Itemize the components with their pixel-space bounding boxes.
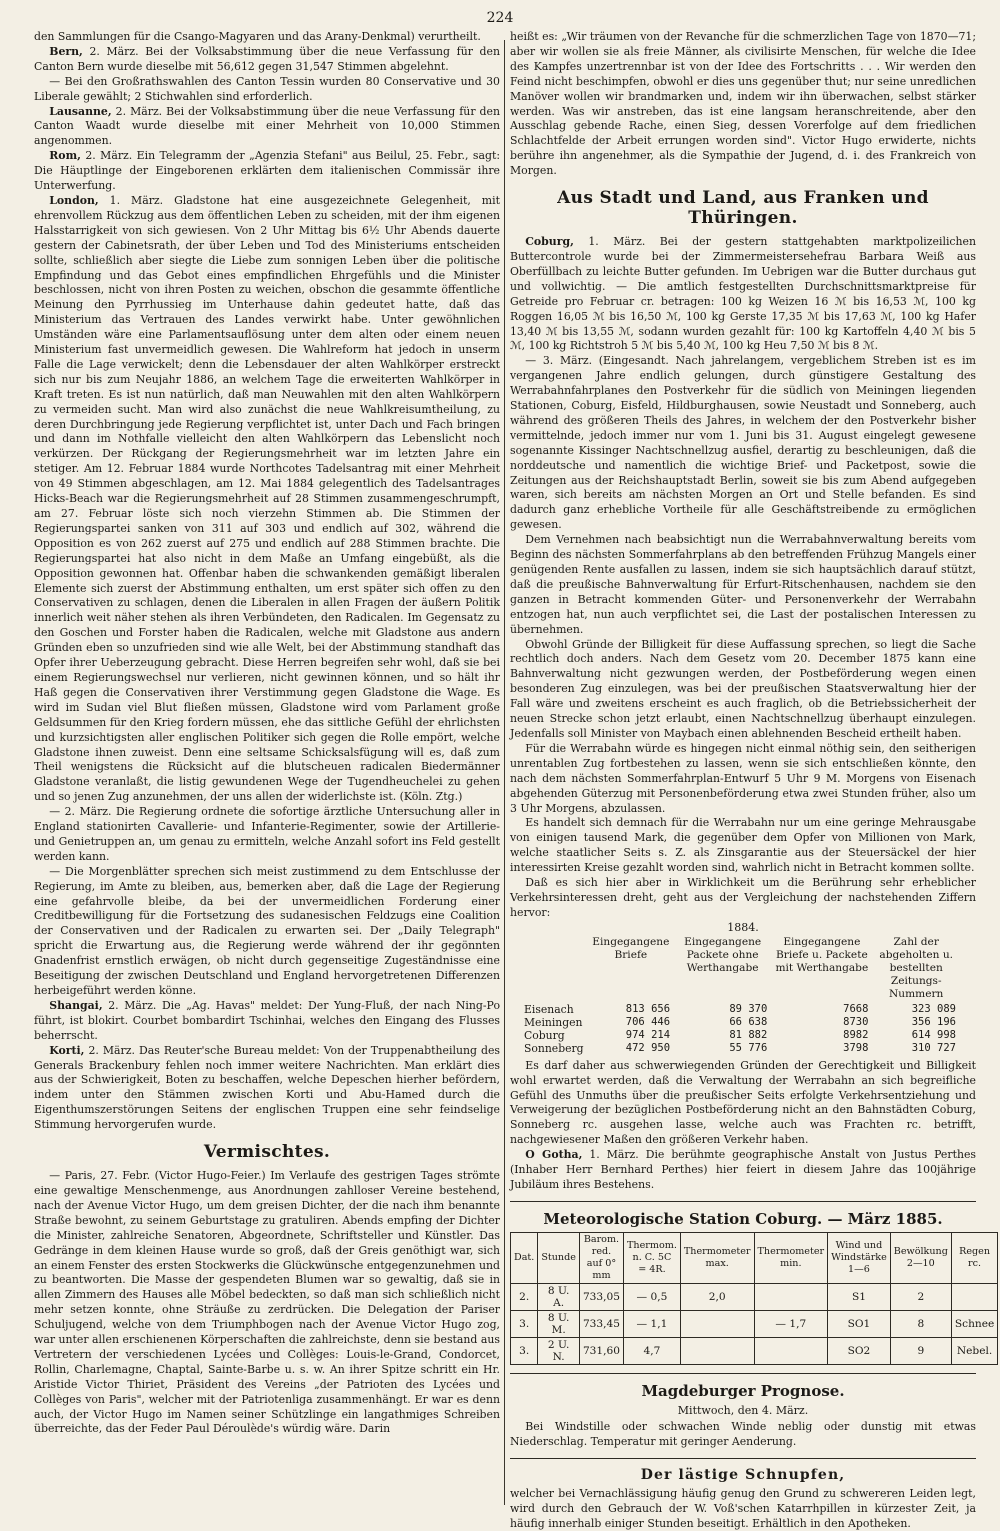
table-cell: 356 196 <box>911 1015 956 1028</box>
news-text: 1. März. Die berühmte geographische Anstalt von Justus Perthes (Inhaber Herr Bernhard Perthes) hier feiert in diesem Jahre das 100jährige Jubiläum ihres Bestehens. <box>510 1148 976 1191</box>
weather-cell: 2 <box>890 1283 951 1310</box>
weather-cell: 733,45 <box>579 1310 623 1337</box>
weather-cell: SO2 <box>828 1337 891 1364</box>
weather-header: Thermometer min. <box>754 1232 828 1283</box>
section-title-misc: Vermischtes. <box>203 1142 331 1163</box>
postal-statistics-table <box>520 936 960 1055</box>
table-cell: 8982 <box>843 1028 869 1041</box>
news-item-gotha <box>510 1148 976 1193</box>
news-item-coburg-6: Es handelt sich demnach für die Werrabahn nur um eine geringe Mehrausgabe von einigen tausend Mark, die gegenüber dem Opfer von Millionen von Mark, welche staatlicher Seits s. Z. als Zinsgarantie aus der Steuersäckel der hier interessirten Kreise gezahlt worden sind, wahrlich nicht in Betracht kommen sollte. <box>510 816 976 875</box>
weather-cell: — 0,5 <box>624 1283 681 1310</box>
weather-cell: 2. <box>511 1283 538 1310</box>
news-item-coburg <box>510 235 976 354</box>
article-continuation: heißt es: „Wir träumen von der Revanche für die schmerzlichen Tage von 1870—71; aber wir wollen sie als freie Männer, als civilisirte Menschen, für welche die Idee des Kampfes unzertrennbar ist von der Idee des Fortschritts . . . Wir werden den Feind nicht beschimpfen, obwohl er dies uns gegenüber thut; nur seine unredlichen Manöver wollen wir brandmarken und, indem wir ihn überwachen, selbst stärker werden. Was wir anstreben, das ist eine langsam heranschreitende, aber den Ausschlag gebende Rache, einen Sieg, dessen Vorerfolge auf dem friedlichen Schlachtfelde der Arbeit errungen worden sind". Victor Hugo erwiderte, nichts berühre ihn angenehmer, als die Sympathie der Jugend, d. i. des Frankreich von Morgen. <box>510 30 976 178</box>
table-cell: 55 776 <box>729 1041 768 1054</box>
weather-cell <box>951 1283 997 1310</box>
table-cell: 310 727 <box>911 1041 956 1054</box>
table-cell: Sonneberg <box>524 1041 584 1055</box>
weather-cell: 2 U. N. <box>538 1337 580 1364</box>
forecast-title: Magdeburger Prognose. <box>641 1381 845 1400</box>
forecast-date: Mittwoch, den 4. März. <box>677 1403 809 1417</box>
weather-cell: Nebel. <box>951 1337 997 1364</box>
weather-cell: 2,0 <box>680 1283 754 1310</box>
news-item-london-3: — Die Morgenblätter sprechen sich meist zustimmend zu dem Entschlusse der Regierung, im Amte zu bleiben, aus, bemerken aber, daß die Lage der Regierung eine gefahrvolle bleibe, da bei der unvermeidlichen Forderung einer Creditbewilligung für die Fortsetzung des sudanesischen Feldzugs eine Coalition der Conservativen und der Radicalen zu erwarten sei. Der „Daily Telegraph" spricht die Erwartung aus, die Regierung werde während der ihr gegönnten Gnadenfrist ernstlich erwägen, ob nicht durch gegenseitige Zugeständnisse eine Beseitigung der zwischen Deutschland und England hervorgetretenen Differenzen herbeigeführt werden könne. <box>34 864 500 997</box>
table-row <box>520 1003 960 1016</box>
section-rule <box>510 1373 976 1374</box>
weather-cell: 731,60 <box>579 1337 623 1364</box>
table-cell: 706 446 <box>625 1015 671 1028</box>
weather-cell: S1 <box>828 1283 891 1310</box>
advertisement-text: welcher bei Vernachlässigung häufig genug den Grund zu schwereren Leiden legt, wird durch den Gebrauch der W. Voß'schen Katarrhpillen in kürzester Zeit, ja häufig innerhalb einiger Stunden beseitigt. Erhältlich in den Apotheken. <box>510 1486 976 1530</box>
weather-row <box>511 1283 998 1310</box>
dateline-place: Lausanne, <box>49 104 112 118</box>
news-text: 2. März. Ein Telegramm der „Agenzia Stefani" aus Beilul, 25. Febr., sagt: Die Häuptlinge der Eingeborenen erklärten dem italienischen Commissär ihre Unterwerfung. <box>34 149 500 193</box>
table-cell: 974 214 <box>625 1028 671 1041</box>
forecast-text: Bei Windstille oder schwachen Winde neblig oder dunstig mit etwas Niederschlag. Temperatur mit geringer Aenderung. <box>510 1419 976 1448</box>
news-text: 2. März. Bei der Volksabstimmung über die neue Verfassung für den Canton Bern wurde dieselbe mit 56,612 gegen 31,547 Stimmen abgelehnt. <box>34 44 500 73</box>
weather-cell <box>754 1283 828 1310</box>
weather-header: Stunde <box>538 1232 580 1283</box>
dateline-place: Rom, <box>49 149 81 163</box>
dateline-place: Korti, <box>49 1043 85 1057</box>
weather-cell: — 1,1 <box>624 1310 681 1337</box>
table-year: 1884. <box>727 920 759 934</box>
news-item-korti <box>34 1044 500 1133</box>
news-item-rom <box>34 149 500 194</box>
news-item-coburg-3: Dem Vernehmen nach beabsichtigt nun die Werrabahnverwaltung bereits vom Beginn des nächsten Sommerfahrplans ab den betreffenden Frühzug Mangels einer genügenden Rente ausfallen zu lassen, indem sie sich hauptsächlich darauf stützt, daß die preußische Bahnverwaltung für Erfurt-Ritschenhausen, nachdem sie den ganzen in Betracht kommenden Güter- und Personenverkehr der Werrabahn entzogen hat, nun auch verpflichtet sei, die Last der postalischen Interessen zu übernehmen. <box>510 533 976 636</box>
weather-row <box>511 1337 998 1364</box>
dateline-place: Bern, <box>49 44 83 58</box>
weather-cell: 8 U. M. <box>538 1310 580 1337</box>
news-item-shangai <box>34 999 500 1044</box>
weather-cell <box>680 1337 754 1364</box>
news-item-coburg-5: Für die Werrabahn würde es hingegen nicht einmal nöthig sein, den seitherigen unrentablen Zug fortbestehen zu lassen, wenn sie sich entschließen könnte, den nach dem nächsten Sommerfahrplan-Entwurf 5 Uhr 9 M. Morgens von Eisenach abgehenden Güterzug mit Personenbeförderung etwa zwei Stunden früher, also um 3 Uhr Morgens, abzulassen. <box>510 741 976 815</box>
section-title-local: Aus Stadt und Land, aus Franken und Thüringen. <box>557 188 929 229</box>
weather-cell: 3. <box>511 1310 538 1337</box>
news-item-bern <box>34 45 500 75</box>
advertisement-title: Der lästige Schnupfen, <box>640 1466 846 1483</box>
table-cell: 3798 <box>843 1041 869 1054</box>
table-header <box>520 936 588 1003</box>
weather-header: Thermometer max. <box>680 1232 754 1283</box>
weather-title: Meteorologische Station Coburg. — März 1885. <box>543 1209 943 1228</box>
table-cell: 472 950 <box>625 1041 671 1054</box>
news-item-lausanne <box>34 105 500 150</box>
table-row <box>520 1029 960 1042</box>
table-cell: 614 998 <box>911 1028 956 1041</box>
column-divider <box>504 40 505 1505</box>
table-cell: Coburg <box>524 1028 565 1042</box>
dateline-place: London, <box>49 193 99 207</box>
right-column <box>510 30 995 1530</box>
table-header: Zahl der abgeholten u. bestellten Zeitungs-Nummern <box>879 935 954 1000</box>
weather-header: Wind und Windstärke 1—6 <box>828 1232 891 1283</box>
table-cell: Meiningen <box>524 1015 583 1029</box>
news-text: 2. März. Bei der Volksabstimmung über die neue Verfassung für den Canton Waadt wurde dieselbe mit einer Mehrheit von 10,000 Stimmen angenommen. <box>34 104 500 148</box>
news-item-coburg-8: Es darf daher aus schwerwiegenden Gründen der Gerechtigkeit und Billigkeit wohl erwartet werden, daß die Verwaltung der Werrabahn an sich begreifliche Gefühl des Unmuths über die preußischer Seits erfolgte Verkehrsentziehung und Verweigerung der bezüglichen Postbeförderung nicht an den Bahnstädten Coburg, Sonneberg rc. ausgehen lasse, welche auch was Frachten rc. betrifft, nachgewiesener Maßen den größeren Verkehr haben. <box>510 1058 976 1147</box>
news-item-tessin: — Bei den Großrathswahlen des Canton Tessin wurden 80 Conservative und 30 Liberale gewählt; 2 Stichwahlen sind erforderlich. <box>34 74 500 103</box>
table-cell: 7668 <box>843 1002 869 1015</box>
page-number: 224 <box>486 10 514 26</box>
weather-header: Bewölkung 2—10 <box>890 1232 951 1283</box>
dateline-place: Coburg, <box>525 235 574 249</box>
weather-cell: 733,05 <box>579 1283 623 1310</box>
article-fragment: den Sammlungen für die Csango-Magyaren und das Arany-Denkmal) verurtheilt. <box>34 30 481 43</box>
news-item-coburg-4: Obwohl Gründe der Billigkeit für diese Auffassung sprechen, so liegt die Sache rechtlich doch anders. Nach dem Gesetz vom 20. December 1875 kann eine Bahnverwaltung nicht gezwungen werden, der Postbeförderung wegen einen besonderen Zug einzulegen, was bei der preußischen Staatsverwaltung hier der Fall wäre und zweitens erscheint es auch fraglich, ob die Betriebssicherheit der neuen Strecke schon jetzt erlaubt, einen Nachtschnellzug überhaupt einzulegen. Jedenfalls soll Minister von Maybach einen ablehnenden Bescheid ertheilt haben. <box>510 637 976 740</box>
news-item-paris: — Paris, 27. Febr. (Victor Hugo-Feier.) Im Verlaufe des gestrigen Tages strömte eine gewaltige Menschenmenge, aus Anordnungen zahlloser Vereine bestehend, nach der Avenue Victor Hugo, um dem greisen Dichter, der die nach ihm benannte Straße bewohnt, zu seinem Geburtstage zu gratuliren. Abends empfing der Dichter die Minister, zahlreiche Senatoren, Abgeordnete, Schriftsteller und Künstler. Das Gedränge in dem kleinen Hause wurde so groß, daß der Greis genöthigt war, sich an einem Fenster des ersten Stockwerks die Glückwünsche entgegenzunehmen und zu beantworten. Die Masse der gespendeten Blumen war so gewaltig, daß sie in allen Zimmern des Hauses alle Möbel bedeckten, so daß man sich schließlich nicht mehr setzen konnte, ohne Sträuße zu zerdrücken. Die Delegation der Pariser Schuljugend, welche von dem Triumphbogen nach der Avenue Victor Hugo zog, war unter allen erschienenen Körperschaften die zahlreichste, denn sie bestand aus Vertretern der verschiedenen Lycées und Collèges: Louis-le-Grand, Condorcet, Rollin, Charlemagne, Chaptal, Sainte-Barbe u. s. w. An ihrer Spitze schritt ein Hr. Aristide Victor Thiriet, Präsident des Vereins „der Patrioten des Lycées und Collèges von Paris", welcher mit der Patriotenliga zusammenhängt. Er war es denn auch, der Victor Hugo im Namen seiner Schützlinge ein langathmiges Schreiben überreichte, das der Feder Paul Déroulède's würdig wäre. Darin <box>34 1169 500 1436</box>
news-item-coburg-7: Daß es sich hier aber in Wirklichkeit um die Berührung sehr erheblicher Verkehrsinteressen dreht, geht aus der Vergleichung der nachstehenden Ziffern hervor: <box>510 876 976 919</box>
weather-cell: 4,7 <box>624 1337 681 1364</box>
news-text: 2. März. Die „Ag. Havas" meldet: Der Yung-Fluß, der nach Ning-Po führt, ist blokirt. Courbet bombardirt Tschinhai, welches den Eingang des Flusses beherrscht. <box>34 998 500 1042</box>
weather-header-row <box>511 1232 998 1283</box>
table-cell: Eisenach <box>524 1002 574 1016</box>
table-row <box>520 1016 960 1029</box>
weather-cell: 3. <box>511 1337 538 1364</box>
news-text: 2. März. Das Reuter'sche Bureau meldet: Von der Truppenabtheilung des Generals Brackenbury fehlen noch immer weitere Nachrichten. Man erklärt dies aus der Schwierigkeit, Boten zu beschaffen, welche Depeschen hierher befördern, indem unter den Stämmen zwischen Korti und Abu-Hamed durch die Eigenthumszerstörungen Seitens der englischen Truppen eine sehr feindselige Stimmung hervorgerufen wurde. <box>34 1043 500 1132</box>
weather-cell <box>680 1310 754 1337</box>
weather-cell <box>754 1337 828 1364</box>
news-item-london <box>34 194 500 805</box>
weather-header: Dat. <box>511 1232 538 1283</box>
weather-cell: Schnee <box>951 1310 997 1337</box>
table-row <box>520 1042 960 1055</box>
news-text: 1. März. Gladstone hat eine ausgezeichnete Gelegenheit, mit ehrenvollem Rückzug aus dem öffentlichen Leben zu scheiden, mit der ihm eigenen Halsstarrigkeit von sich gewiesen. Von 2 Uhr Mittag bis 6½ Uhr Abends dauerte gestern der Cabinetsrath, der über Leben und Tod des Ministeriums entscheiden sollte, schließlich aber siegte die Liebe zum sonnigen Leben über die politische Empfindung und das Gebot eines empfindlichen Ehrgefühls und die Minister beschlossen, nicht von ihren Posten zu weichen, obschon die gesammte öffentliche Meinung den Pyrrhussieg im Unterhause dahin gedeutet hatte, daß das Ministerium das Vertrauen des Landes verwirkt habe. Unter gewöhnlichen Umständen wäre eine Parlamentsauflösung unter dem alten oder einem neuen Ministerium fast unvermeidlich gewesen. Die Wahlreform hat jedoch in unserm Falle die Lage verwickelt; denn die Lebensdauer der alten Wahlkörper erstreckt sich nur bis zum Neujahr 1886, an welchem Tage die erweiterten Wahlkörper in Kraft treten. Es ist nun natürlich, daß man Neuwahlen mit den alten Wahlkörpern zu vermeiden sucht. Man wird also zunächst die neue Wahlkreisumtheilung, zu deren Durchbringung jede Regierung verpflichtet ist, unter Dach und Fach bringen und dann im Nothfalle vielleicht den alten Wahlkörpern das Lebenslicht noch verkürzen. Der Rückgang der Regierungsmehrheit war im letzten Jahre ein stetiger. Am 12. Februar 1884 wurde Northcotes Tadelsantrag mit einer Mehrheit von 49 Stimmen abgeschlagen, am 12. Mai 1884 gelegentlich des Tadelsantrages Hicks-Beach war die Regierungsmehrheit auf 28 Stimmen zusammengeschrumpft, am 27. Februar löste sich noch vierzehn Stimmen ab. Die Stimmen der Regierungspartei sanken von 311 auf 303 und endlich auf 302, während die Opposition es von 262 zuerst auf 275 und endlich auf 288 Stimmen brachte. Die Regierungspartei hat also nicht in dem Maße an Umfang eingebüßt, als die Opposition gewonnen hat. Offenbar haben die schwankenden gemäßigt liberalen Elemente sich zuerst der Abstimmung enthalten, um erst später sich offen zu den Conservativen zu schlagen, denen die Liberalen in allen Fragen der äußern Politik innerlich weit näher stehen als ihren Verbündeten, den Radicalen. Im Gegensatz zu den Goschen und Forster haben die Radicalen, welche mit Gladstone aus andern Gründen eben so unzufrieden sind wie alle Welt, bei der Abstimmung standhaft das Opfer ihrer Ueberzeugung gebracht. Diese Herren begreifen sehr wohl, daß sie bei einem Regierungswechsel nur verlieren, nicht gewinnen können, und so hält ihr Haß gegen die Conservativen ihrer Verstimmung gegen Gladstone die Wage. Es wird im Sudan viel Blut fließen müssen, Gladstone wird vom Parlament große Geldsummen für den Krieg fordern müssen, ehe das sittliche Gefühl der ehrlichsten und kurzsichtigsten aller englischen Politiker sich gegen die Rolle empört, welche Gladstone ihnen zuweist. Denn eine seltsame Schicksalsfügung will es, daß zum Theil wenigstens die Rücksicht auf die blutscheuen radicalen Biedermänner Gladstone veranlaßt, die listig gewundenen Wege der Tugendheuchelei zu gehen und so jenen Zug anzunehmen, der uns allen der widerlichste ist. (Köln. Ztg.) <box>34 193 500 804</box>
table-header: Eingegangene Briefe u. Packete mit Werthangabe <box>775 935 869 974</box>
dateline-place: O Gotha, <box>525 1148 583 1162</box>
news-item-coburg-2: — 3. März. (Eingesandt. Nach jahrelangem, vergeblichem Streben ist es im vergangenen Jahre endlich gelungen, durch günstigere Gestaltung des Werrabahnfahrplanes den Postverkehr für die südlich von Meiningen liegenden Stationen, Coburg, Eisfeld, Hildburghausen, sowie Neustadt und Sonneberg, auch während des größeren Theils des Jahres, in welchem der den Postverkehr bisher vermittelnde, jedoch immer nur vom 1. Juni bis 31. August eingelegt gewesene sogenannte Kissinger Nachtschnellzug ausfiel, derartig zu beschleunigen, daß die norddeutsche und namentlich die wichtige Brief- und Packetpost, sowie die Zeitungen aus der Reichshauptstadt Berlin, soweit sie bis zum Abend aufgegeben waren, sich bereits am nächsten Morgen an Ort und Stelle befanden. Es sind dadurch ganz erhebliche Vortheile für alle Geschäftstreibende zu ermöglichen gewesen. <box>510 354 976 532</box>
weather-row <box>511 1310 998 1337</box>
section-rule <box>510 1201 976 1202</box>
news-item-london-2: — 2. März. Die Regierung ordnete die sofortige ärztliche Untersuchung aller in England stationirten Cavallerie- und Infanterie-Regimenter, sowie der Artillerie- und Genietruppen an, um genau zu ermitteln, welche Anzahl sofort ins Feld gestellt werden kann. <box>34 805 500 863</box>
weather-cell: SO1 <box>828 1310 891 1337</box>
left-column <box>34 30 500 1505</box>
table-cell: 813 656 <box>625 1002 671 1015</box>
weather-cell: 8 <box>890 1310 951 1337</box>
weather-cell: — 1,7 <box>754 1310 828 1337</box>
weather-header: Thermom. n. C. 5C = 4R. <box>624 1232 681 1283</box>
dateline-place: Shangai, <box>49 998 103 1012</box>
table-header: Eingegangene Briefe <box>592 935 670 961</box>
weather-table <box>510 1232 998 1365</box>
table-header: Eingegangene Packete ohne Werthangabe <box>684 935 762 974</box>
table-cell: 81 882 <box>729 1028 768 1041</box>
weather-cell: 8 U. A. <box>538 1283 580 1310</box>
section-rule <box>510 1458 976 1459</box>
table-cell: 66 638 <box>729 1015 768 1028</box>
table-cell: 323 089 <box>911 1002 956 1015</box>
weather-cell: 9 <box>890 1337 951 1364</box>
news-text: 1. März. Bei der gestern stattgehabten marktpolizeilichen Buttercontrole wurde bei der Zimmermeistersehefrau Barbara Weiß aus Oberfüllbach zu leichte Butter gefunden. Im Uebrigen war die Butter durchaus gut und vollwichtig. — Die amtlich festgestellten Durchschnittsmarktpreise für Getreide pro Februar cr. betragen: 100 kg Weizen 16 ℳ bis 16,53 ℳ, 100 kg Roggen 16,05 ℳ bis 16,50 ℳ, 100 kg Gerste 17,35 ℳ bis 17,63 ℳ, 100 kg Hafer 13,40 ℳ bis 13,55 ℳ, sodann wurden gezahlt für: 100 kg Kartoffeln 4,40 ℳ bis 5 ℳ, 100 kg Richtstroh 5 ℳ bis 5,40 ℳ, 100 kg Heu 7,50 ℳ bis 8 ℳ. <box>510 235 976 353</box>
table-cell: 89 370 <box>729 1002 768 1015</box>
table-cell: 8730 <box>843 1015 869 1028</box>
table-header-row <box>520 936 960 1003</box>
weather-header: Regen rc. <box>951 1232 997 1283</box>
weather-header: Barom. red. auf 0° mm <box>579 1232 623 1283</box>
